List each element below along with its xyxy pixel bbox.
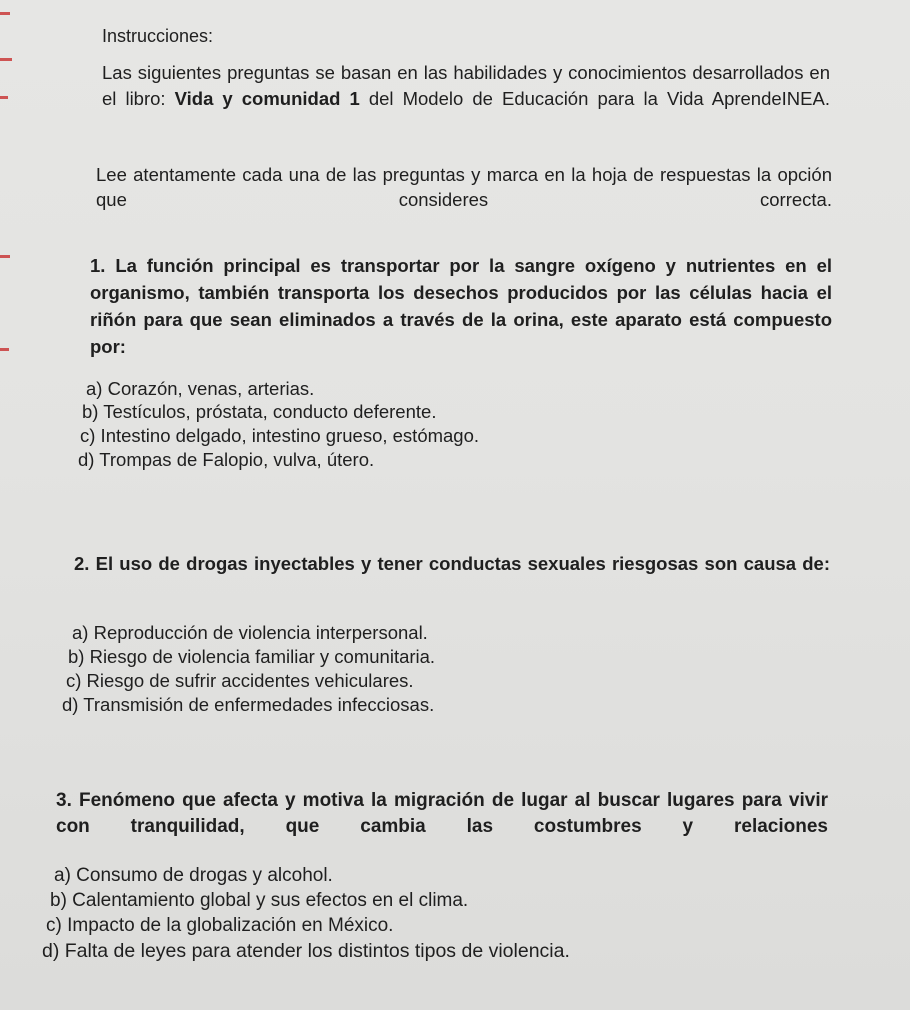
question-2-option-d: d) Transmisión de enfermedades infecciosas. bbox=[62, 694, 435, 715]
question-1-text: La función principal es transportar por la sangre oxígeno y nutrientes en el organismo, también transporta los desechos producidos por las células hacia el riñón para que sean eliminados a través de la orina, este aparato está compuesto por: bbox=[90, 255, 832, 357]
question-1-option-d: d) Trompas de Falopio, vulva, útero. bbox=[78, 449, 375, 470]
book-title: Vida y comunidad 1 bbox=[174, 88, 360, 109]
instructions-intro bbox=[102, 60, 830, 112]
question-1-option-b: b) Testículos, próstata, conducto deferente. bbox=[82, 401, 437, 422]
question-1 bbox=[90, 252, 832, 360]
intro-text-part1: Las siguientes preguntas se basan en las habilidades y conocimientos desarrollados en el libro: bbox=[102, 62, 830, 109]
intro-text-part2: del Modelo de Educación para la Vida AprendeINEA. bbox=[368, 88, 830, 109]
question-2-text: El uso de drogas inyectables y tener conductas sexuales riesgosas son causa de: bbox=[95, 553, 831, 574]
question-2-option-c: c) Riesgo de sufrir accidentes vehiculares. bbox=[66, 670, 414, 691]
question-3-option-d: d) Falta de leyes para atender los distintos tipos de violencia. bbox=[42, 940, 570, 962]
question-1-option-c: c) Intestino delgado, intestino grueso, estómago. bbox=[80, 425, 480, 446]
question-3-number: 3. bbox=[56, 790, 72, 811]
question-3-option-c: c) Impacto de la globalización en México. bbox=[46, 915, 394, 936]
question-2-option-a: a) Reproducción de violencia interpersonal. bbox=[72, 622, 428, 643]
instructions-directions: Lee atentamente cada una de las preguntas y marca en la hoja de respuestas la opción que consideres correcta. bbox=[96, 164, 832, 210]
question-3-option-b: b) Calentamiento global y sus efectos en el clima. bbox=[50, 890, 469, 911]
question-3-option-a: a) Consumo de drogas y alcohol. bbox=[54, 865, 333, 886]
question-1-option-a: a) Corazón, venas, arterias. bbox=[86, 378, 315, 399]
instructions-title: Instrucciones: bbox=[102, 26, 214, 46]
question-2-number: 2. bbox=[74, 553, 90, 574]
question-2 bbox=[74, 551, 830, 576]
question-3 bbox=[56, 788, 828, 840]
question-3-text: Fenómeno que afecta y motiva la migración de lugar al buscar lugares para vivir con tranquilidad, que cambia las costumbres y relaciones bbox=[56, 790, 829, 837]
question-1-number: 1. bbox=[90, 255, 106, 276]
question-2-option-b: b) Riesgo de violencia familiar y comunitaria. bbox=[68, 646, 436, 667]
